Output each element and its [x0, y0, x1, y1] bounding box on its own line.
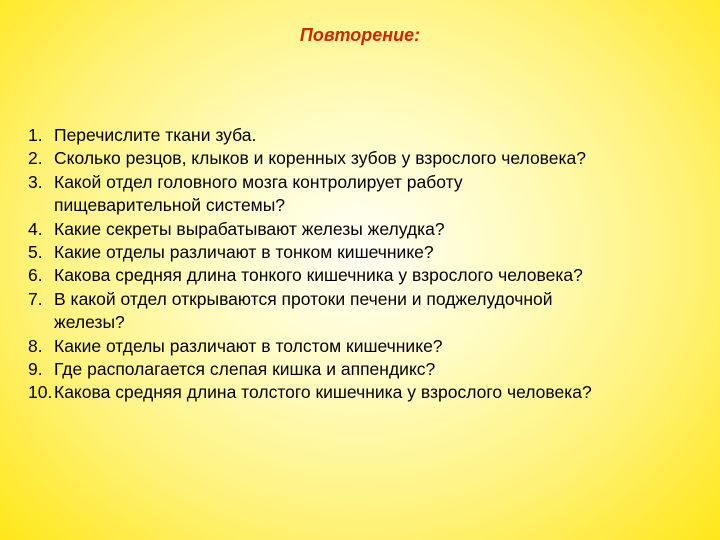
question-text: Перечислите ткани зуба.	[54, 125, 257, 145]
list-item	[28, 171, 708, 218]
question-number: 7.	[28, 288, 43, 309]
question-number: 2.	[28, 148, 43, 169]
question-number: 9.	[28, 359, 43, 380]
question-text: Какой отдел головного мозга контролирует работу пищеварительной системы?	[54, 171, 463, 216]
question-text: Какие отделы различают в тонком кишечнике?	[54, 242, 434, 263]
list-item	[28, 218, 708, 241]
list-item	[28, 124, 708, 147]
question-text: Где располагается слепая кишка и аппендикс?	[54, 359, 436, 380]
slide-title: Повторение:	[299, 25, 421, 45]
question-number: 8.	[28, 335, 43, 356]
question-text: Какие отделы различают в толстом кишечнике?	[54, 335, 443, 356]
list-item	[28, 358, 708, 381]
list-item	[28, 381, 708, 404]
question-number: 5.	[28, 242, 43, 263]
question-text: Какие секреты вырабатывают железы желудка?	[54, 218, 445, 239]
question-number: 4.	[28, 218, 43, 239]
list-item	[28, 241, 708, 264]
question-text: В какой отдел открываются протоки печени и поджелудочной железы?	[54, 288, 553, 333]
list-item	[28, 335, 708, 358]
question-text: Какова средняя длина толстого кишечника у взрослого человека?	[54, 382, 592, 403]
list-item	[28, 264, 708, 287]
question-number: 6.	[28, 265, 43, 286]
question-text: Сколько резцов, клыков и коренных зубов у взрослого человека?	[54, 148, 587, 169]
question-number: 3.	[28, 171, 43, 192]
question-number: 10.	[28, 382, 53, 403]
question-list	[28, 124, 708, 405]
list-item	[28, 288, 708, 335]
question-text: Какова средняя длина тонкого кишечника у взрослого человека?	[54, 265, 583, 286]
list-item	[28, 147, 708, 170]
question-number: 1.	[28, 125, 43, 145]
